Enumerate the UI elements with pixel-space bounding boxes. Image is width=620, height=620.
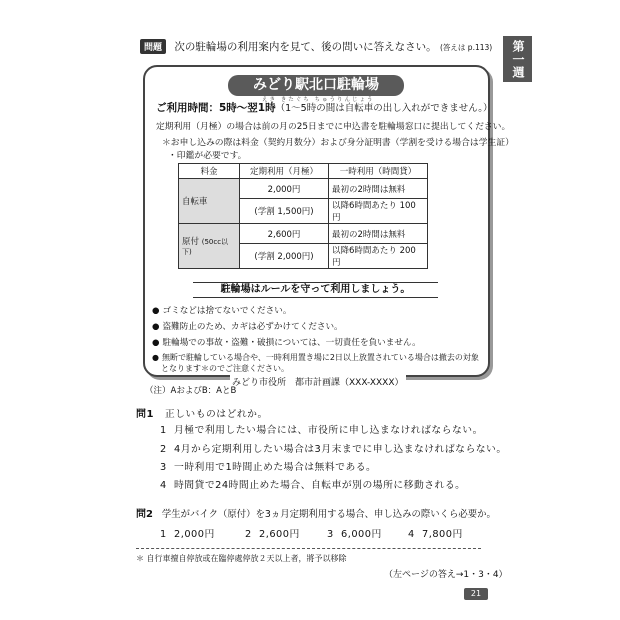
hours-label: ご利用時間：5時〜翌1時 <box>156 102 276 114</box>
bicycle-student-fee: (学割 1,500円) <box>240 199 329 224</box>
q1-option[interactable]: 3 一時利用で1時間止めた場合は無料である。 <box>160 462 377 473</box>
rules-title: 駐輪場はルールを守って利用しましょう。 <box>193 282 438 298</box>
question-instruction <box>140 39 492 54</box>
q1-option[interactable]: 2 4月から定期利用したい場合は3月末までに申し込まなければならない。 <box>160 444 507 455</box>
page-number: 21 <box>464 588 488 600</box>
question-tag: 問題 <box>140 39 166 54</box>
moped-temp-free: 最初の2時間は無料 <box>329 224 428 244</box>
regular-header: 定期利用（月極） <box>240 164 329 179</box>
moped-regular-fee: 2,600円 <box>240 224 329 244</box>
notice-footer: みどり市役所 都市計画課（XXX-XXXX） <box>230 375 406 388</box>
previous-page-answer: （左ページの答え→1・3・4） <box>384 570 508 580</box>
list-item: ● ゴミなどは捨てないでください。 <box>152 306 292 316</box>
q2-option[interactable]: 2 2,600円 <box>245 529 300 540</box>
list-item: ● 駐輪場での事故・盗難・破損については、一切責任を負いません。 <box>152 338 421 348</box>
note-text: （注）AおよびB：AとB <box>145 386 237 396</box>
q1-option[interactable]: 4 時間貸で24時間止めた場合、自転車が別の場所に移動される。 <box>160 480 466 491</box>
q1-number: 問1 <box>136 409 154 420</box>
q1-text: 正しいものはどれか。 <box>164 409 268 420</box>
table-row <box>179 179 428 199</box>
notice-title: みどり駅北口駐輪場 <box>228 75 404 96</box>
q2-option[interactable]: 4 7,800円 <box>408 529 463 540</box>
q2-text: 学生がバイク（原付）を3ヵ月定期利用する場合、申し込みの際いくら必要か。 <box>161 509 496 520</box>
question-2 <box>136 505 496 520</box>
bicycle-temp-free: 最初の2時間は無料 <box>329 179 428 199</box>
bicycle-temp-fee: 以降6時間あたり 100円 <box>329 199 428 224</box>
application-requirements-text-2: ・印鑑が必要です。 <box>168 151 247 161</box>
fee-table <box>178 163 428 269</box>
bicycle-label: 自転車 <box>179 179 240 224</box>
moped-label-note: (50cc以下) <box>182 238 229 256</box>
list-item: ● 無断で駐輪している場合や、一時利用置き場に2日以上放置されている場合は撤去の対象 <box>152 353 479 362</box>
list-item: ● 盗難防止のため、カギは必ずかけてください。 <box>152 322 343 332</box>
q2-option[interactable]: 3 6,000円 <box>327 529 382 540</box>
instruction-text: 次の駐輪場の利用案内を見て、後の問いに答えなさい。 <box>174 41 437 53</box>
table-row <box>179 224 428 244</box>
question-1 <box>136 405 268 420</box>
removal-notice-cont: となります＊のでご注意ください。 <box>161 364 289 373</box>
hours-line <box>156 100 493 115</box>
moped-label-cell <box>179 224 240 269</box>
footnote: ＊ 自行車擅自停放或在臨停處停放２天以上者，將予以移除 <box>136 554 347 563</box>
moped-student-fee: (学割 2,000円) <box>240 244 329 269</box>
application-deadline-text: 定期利用（月極）の場合は前の月の25日までに申込書を駐輪場窓口に提出してください。 <box>156 122 511 132</box>
title-ruby: えき きたぐち ちゅうりんじょう <box>262 97 375 103</box>
divider <box>136 548 481 549</box>
q2-option[interactable]: 1 2,000円 <box>160 529 215 540</box>
q1-option[interactable]: 1 月極で利用したい場合には、市役所に申し込まなければならない。 <box>160 425 483 436</box>
application-requirements-text: ＊お申し込みの際は料金（契約月数分）および身分証明書（学割を受ける場合は学生証） <box>162 138 514 148</box>
week-tab: 第一週 <box>503 36 532 82</box>
moped-temp-fee: 以降6時間あたり 200円 <box>329 244 428 269</box>
fee-table-header <box>179 164 428 179</box>
q2-number: 問2 <box>136 509 153 520</box>
moped-label: 原付 <box>182 237 200 247</box>
answer-reference: (答えは p.113) <box>440 43 493 52</box>
temp-header: 一時利用（時間貸） <box>329 164 428 179</box>
fee-header: 料金 <box>179 164 240 179</box>
bicycle-regular-fee: 2,000円 <box>240 179 329 199</box>
hours-note: （1〜5時の間は自転車の出し入れができません。） <box>275 103 493 114</box>
